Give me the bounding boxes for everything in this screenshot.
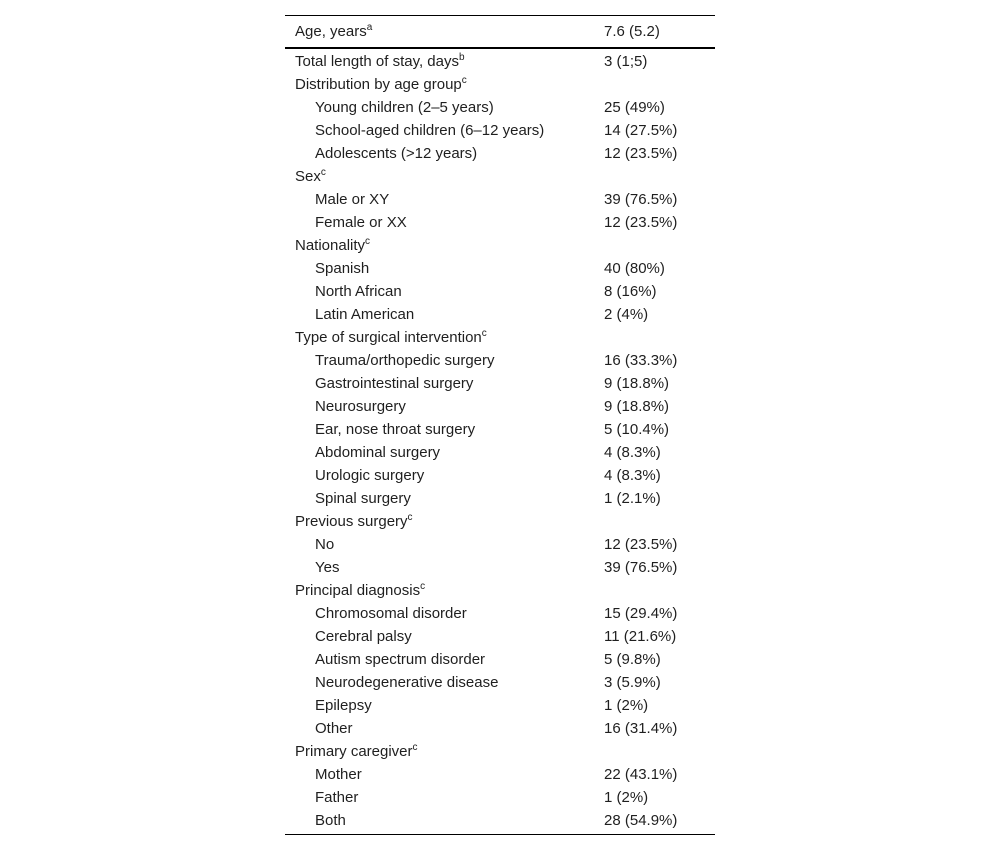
row-value: 1 (2.1%) [604,490,661,507]
row-sublabel-cell [285,671,594,694]
table-row [285,786,715,809]
row-value: 2 (4%) [604,306,649,323]
row-sublabel-cell [285,303,594,326]
row-value: 39 (76.5%) [604,191,678,208]
table-row [285,188,715,211]
row-sublabel-cell [285,418,594,441]
row-category-cell [285,234,594,257]
row-sublabel-cell [285,119,594,142]
row-sublabel-cell [285,211,594,234]
row-category-label: Sex [295,168,321,185]
row-category-label: Nationality [295,237,366,254]
table-row [285,464,715,487]
table-row [285,717,715,740]
row-sublabel: Ear, nose throat surgery [315,421,476,438]
table-row [285,280,715,303]
table-body [285,48,715,835]
row-sublabel-cell [285,96,594,119]
row-sublabel: Chromosomal disorder [315,605,467,622]
row-sublabel: No [315,536,335,553]
row-value: 12 (23.5%) [604,214,678,231]
row-sublabel: Autism spectrum disorder [315,651,486,668]
table-row [285,165,715,188]
row-value: 40 (80%) [604,260,665,277]
table-row [285,809,715,835]
row-category-cell [285,73,594,96]
row-category-label: Distribution by age group [295,76,462,93]
row-sublabel: Gastrointestinal surgery [315,375,474,392]
table-header [285,16,715,49]
table-row [285,326,715,349]
row-sublabel: Yes [315,559,340,576]
row-value [594,165,715,188]
table-row [285,763,715,786]
row-value: 28 (54.9%) [604,812,678,829]
row-sublabel: Latin American [315,306,415,323]
row-value: 9 (18.8%) [604,375,670,392]
row-value: 3 (1;5) [604,53,648,70]
row-sublabel: Father [315,789,359,806]
table-row [285,694,715,717]
footnote-marker: c [420,581,426,592]
footnote-marker: c [320,167,326,178]
table-row [285,372,715,395]
table-row [285,510,715,533]
table-row [285,556,715,579]
row-sublabel: North African [315,283,402,300]
row-sublabel: Neurosurgery [315,398,406,415]
row-sublabel: Spanish [315,260,370,277]
row-value: 12 (23.5%) [604,145,678,162]
row-value: 8 (16%) [604,283,657,300]
table-row [285,234,715,257]
row-sublabel-cell [285,372,594,395]
row-sublabel-cell [285,487,594,510]
row-sublabel-cell [285,648,594,671]
row-value [594,234,715,257]
table-row [285,48,715,73]
table-row [285,96,715,119]
row-sublabel: Trauma/orthopedic surgery [315,352,495,369]
header-footnote-marker: a [366,22,373,33]
row-value [594,740,715,763]
row-category-label: Primary caregiver [295,743,413,760]
row-value: 1 (2%) [604,789,649,806]
row-value: 22 (43.1%) [604,766,678,783]
header-value: 7.6 (5.2) [604,23,660,40]
row-value: 11 (21.6%) [604,628,677,645]
row-sublabel: Epilepsy [315,697,372,714]
row-sublabel: Other [315,720,353,737]
row-category-cell [285,165,594,188]
row-value: 4 (8.3%) [604,444,661,461]
table-row [285,625,715,648]
table-row [285,349,715,372]
row-sublabel-cell [285,786,594,809]
row-sublabel: Abdominal surgery [315,444,441,461]
row-category-cell [285,48,594,73]
characteristics-table [285,15,715,835]
row-sublabel-cell [285,188,594,211]
row-value: 4 (8.3%) [604,467,661,484]
row-sublabel-cell [285,280,594,303]
row-value: 3 (5.9%) [604,674,661,691]
row-value [594,510,715,533]
table-row [285,418,715,441]
row-sublabel-cell [285,763,594,786]
table-row [285,303,715,326]
row-category-label: Type of surgical intervention [295,329,482,346]
row-value [594,73,715,96]
characteristics-table-container [285,15,715,835]
row-value: 5 (10.4%) [604,421,670,438]
row-category-label: Principal diagnosis [295,582,421,599]
row-sublabel-cell [285,602,594,625]
footnote-marker: b [458,52,465,63]
row-sublabel-cell [285,556,594,579]
row-value: 16 (33.3%) [604,352,678,369]
table-row [285,487,715,510]
table-row [285,73,715,96]
table-row [285,602,715,625]
row-value: 39 (76.5%) [604,559,678,576]
row-category-cell [285,579,594,602]
table-row [285,740,715,763]
footnote-marker: c [461,75,467,86]
row-sublabel: Urologic surgery [315,467,425,484]
table-row [285,211,715,234]
row-sublabel-cell [285,395,594,418]
row-sublabel: Male or XY [315,191,390,208]
row-sublabel-cell [285,717,594,740]
row-value [594,326,715,349]
row-category-cell [285,510,594,533]
table-row [285,119,715,142]
row-value: 25 (49%) [604,99,665,116]
row-value: 5 (9.8%) [604,651,661,668]
row-sublabel: Young children (2–5 years) [315,99,494,116]
row-category-cell [285,740,594,763]
row-value: 12 (23.5%) [604,536,678,553]
row-sublabel: Both [315,812,346,829]
table-row [285,648,715,671]
row-value: 9 (18.8%) [604,398,670,415]
row-sublabel-cell [285,142,594,165]
table-row [285,533,715,556]
header-label-cell [285,16,594,49]
row-value [594,579,715,602]
row-sublabel-cell [285,533,594,556]
row-sublabel-cell [285,809,594,835]
row-sublabel: School-aged children (6–12 years) [315,122,545,139]
table-row [285,579,715,602]
row-sublabel-cell [285,625,594,648]
table-row [285,257,715,280]
footnote-marker: c [407,512,413,523]
table-row [285,671,715,694]
row-sublabel: Adolescents (>12 years) [315,145,478,162]
row-category-label: Previous surgery [295,513,408,530]
row-sublabel-cell [285,349,594,372]
row-sublabel-cell [285,694,594,717]
table-row [285,395,715,418]
row-value: 16 (31.4%) [604,720,678,737]
header-label: Age, years [295,23,367,40]
row-sublabel: Mother [315,766,362,783]
row-sublabel: Neurodegenerative disease [315,674,499,691]
row-sublabel: Female or XX [315,214,407,231]
row-sublabel: Spinal surgery [315,490,411,507]
row-value: 1 (2%) [604,697,649,714]
row-value: 15 (29.4%) [604,605,678,622]
header-row [285,16,715,49]
row-category-label: Total length of stay, days [295,53,459,70]
row-sublabel-cell [285,257,594,280]
table-row [285,142,715,165]
footnote-marker: c [412,742,418,753]
row-sublabel: Cerebral palsy [315,628,412,645]
row-sublabel-cell [285,464,594,487]
footnote-marker: c [365,236,371,247]
row-value: 14 (27.5%) [604,122,678,139]
footnote-marker: c [481,328,487,339]
table-row [285,441,715,464]
row-category-cell [285,326,594,349]
row-sublabel-cell [285,441,594,464]
